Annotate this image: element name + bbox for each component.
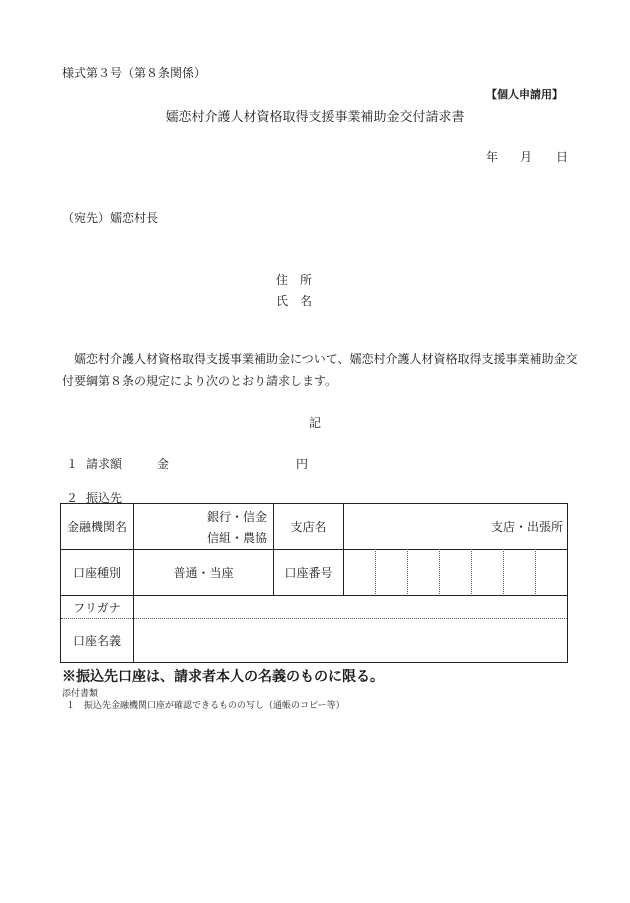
body-text-line-2: 付要綱第８条の規定により次のとおり請求します。 [62, 374, 338, 388]
body-text-line-1: 嬬恋村介護人材資格取得支援事業補助金について、嬬恋村介護人材資格取得支援事業補助金交 [74, 352, 578, 366]
item2-label: 振込先 [86, 491, 123, 505]
account-name-label: 口座名義 [72, 634, 121, 648]
attachment-item: １ 振込先金融機関口座が確認できるものの写し（通帳のコピー等） [66, 701, 345, 711]
addressee: （宛先）嬬恋村長 [62, 211, 159, 225]
furigana-field[interactable] [134, 596, 567, 618]
furigana-label: フリガナ [73, 600, 121, 615]
account-number-field[interactable] [344, 550, 567, 595]
account-type-options[interactable]: 普通・当座 [173, 566, 234, 580]
institution-label: 金融機関名 [66, 520, 127, 534]
item1-yen: 円 [296, 457, 309, 471]
notice-text: ※振込先口座は、請求者本人の名義のものに限る。 [62, 669, 384, 685]
institution-types-line-1: 銀行・信金 [206, 509, 267, 524]
item1-number: １ [66, 457, 79, 471]
document-title: 嬬恋村介護人材資格取得支援事業補助金交付請求書 [165, 110, 465, 125]
item2-number: ２ [66, 491, 79, 505]
branch-suffix: 支店・出張所 [490, 520, 563, 534]
account-type-label: 口座種別 [72, 566, 121, 580]
date-day: 日 [556, 150, 569, 164]
institution-types-line-2: 信組・農協 [206, 530, 267, 545]
address-label: 住 所 [276, 273, 313, 287]
item1-kin: 金 [157, 457, 170, 471]
date-year: 年 [486, 150, 499, 164]
ki-heading: 記 [309, 416, 322, 430]
bank-transfer-table [60, 503, 568, 663]
account-number-label: 口座番号 [284, 566, 333, 580]
branch-name-field[interactable] [344, 504, 567, 549]
applicant-type-label: 【個人申請用】 [486, 88, 563, 101]
form-number: 様式第３号（第８条関係） [62, 66, 207, 80]
item1-label: 請求額 [86, 457, 123, 471]
account-name-field[interactable] [134, 619, 567, 662]
institution-name-field[interactable] [134, 504, 273, 549]
name-label: 氏 名 [276, 294, 313, 308]
date-month: 月 [520, 150, 533, 164]
branch-label: 支店名 [290, 520, 327, 534]
attachments-heading: 添付書類 [62, 689, 99, 699]
